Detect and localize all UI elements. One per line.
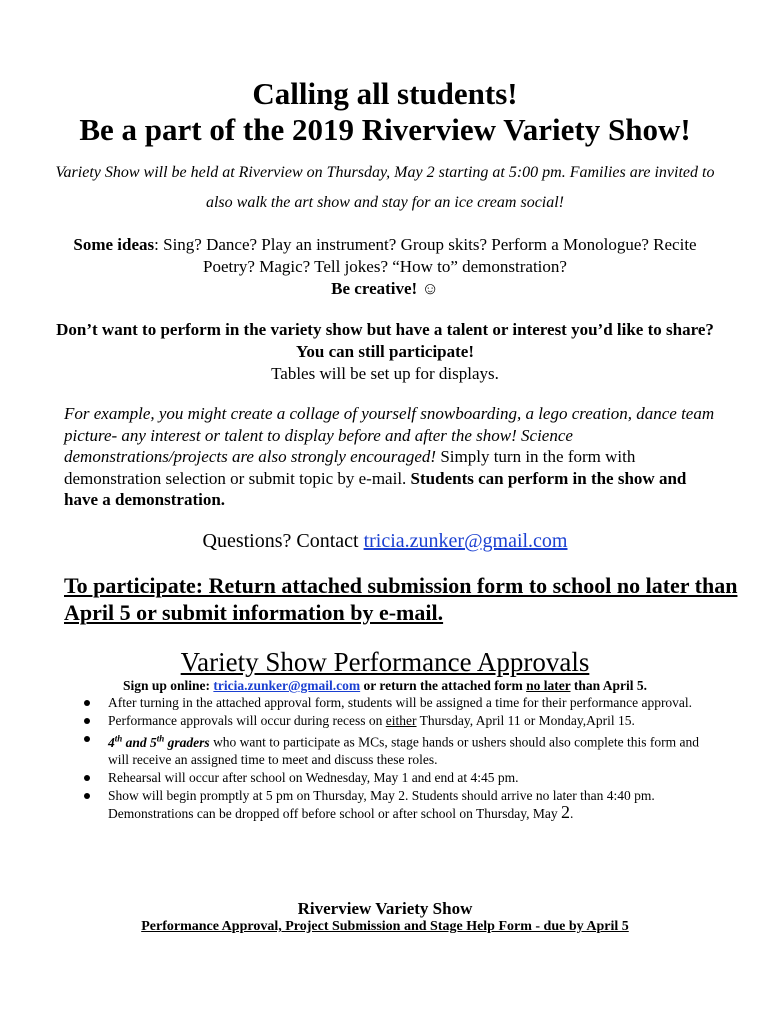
example-italic-text: For example, you might create a collage of yourself snowboarding, a lego creation, dance team picture- any interest or talent to display before and after the show! Science demonstrations/projects are also strongly encouraged! [64, 404, 715, 466]
bullet-text-3-post: who want to participate as MCs, stage hands or ushers should also complete this form and will receive an assigned time to meet and discuss these roles. [108, 734, 699, 767]
bullet-text-5-date: 2 [561, 801, 571, 822]
approvals-title: Variety Show Performance Approvals [180, 647, 590, 677]
questions-line [0, 528, 770, 554]
intro-paragraph: Variety Show will be held at Riverview on Thursday, May 2 starting at 5:00 pm. Families are invited to also walk the art show and stay for an ice cream social! [55, 164, 715, 211]
heading-line-1: Calling all students! [252, 76, 518, 111]
bullet-text-2-post: Thursday, April 11 or Monday,April 15. [416, 713, 635, 728]
bullet-icon [84, 775, 90, 781]
example-bold-text: Students can perform in the show and have a demonstration. [64, 468, 687, 509]
form-title: Riverview Variety Show [297, 899, 473, 918]
bullet-text-2-pre: Performance approvals will occur during recess on [108, 713, 386, 728]
list-item [84, 694, 704, 711]
display-plain-text: Tables will be set up for displays. [271, 364, 499, 383]
bullet-icon [84, 793, 90, 799]
bullet-icon [84, 700, 90, 706]
ideas-label: Some ideas [73, 235, 155, 254]
grade-5: and 5 [122, 734, 157, 750]
graders-label: graders [164, 734, 210, 750]
example-paragraph [64, 403, 724, 511]
ideas-text: : Sing? Dance? Play an instrument? Group skits? Perform a Monologue? Recite Poetry? Magic? Tell jokes? “How to” demonstration? [154, 235, 697, 276]
grade-4: 4 [108, 734, 115, 750]
bullet-text-5-end: . [570, 805, 574, 821]
bullet-text-4: Rehearsal will occur after school on Wednesday, May 1 and end at 4:45 pm. [108, 769, 519, 785]
list-item [84, 712, 704, 729]
display-bold-text: Don’t want to perform in the variety show but have a talent or interest you’d like to share? You can still participate! [56, 320, 714, 361]
bullet-icon [84, 718, 90, 724]
list-item [84, 730, 704, 768]
list-item [84, 787, 704, 822]
bullet-text-1: After turning in the attached approval form, students will be assigned a time for their performance approval. [108, 695, 693, 710]
grade-5-suffix: th [156, 733, 165, 743]
display-paragraph [50, 319, 720, 385]
participate-notice: To participate: Return attached submission form to school no later than April 5 or submit information by e-mail. [64, 573, 738, 625]
grade-4-suffix: th [114, 733, 123, 743]
signup-email-link[interactable]: tricia.zunker@gmail.com [213, 678, 361, 693]
list-item [84, 769, 704, 786]
questions-label: Questions? Contact [202, 530, 364, 552]
bullet-icon [84, 736, 90, 742]
bullet-text-5: Show will begin promptly at 5 pm on Thursday, May 2. Students should arrive no later than 4:40 pm. Demonstrations can be dropped off before school or after school on Thursday, May [108, 787, 655, 821]
heading-line-2: Be a part of the 2019 Riverview Variety Show! [79, 112, 691, 147]
signup-prefix: Sign up online: [122, 678, 214, 693]
be-creative: Be creative! ☺ [331, 279, 439, 298]
contact-email-link[interactable]: tricia.zunker@gmail.com [363, 530, 568, 552]
form-subtitle: Performance Approval, Project Submission and Stage Help Form - due by April 5 [141, 919, 629, 934]
example-plain-text: Simply turn in the form with demonstration selection or submit topic by e-mail. [64, 447, 636, 488]
bullet-text-2-either: either [385, 713, 417, 728]
signup-no-later: no later [526, 678, 571, 693]
ideas-paragraph [60, 234, 710, 300]
approvals-bullet-list [84, 694, 704, 823]
signup-mid: or return the attached form [360, 678, 527, 693]
bullet-text-3-grades [108, 735, 210, 750]
signup-line [0, 677, 770, 695]
signup-suffix: than April 5. [570, 678, 648, 693]
